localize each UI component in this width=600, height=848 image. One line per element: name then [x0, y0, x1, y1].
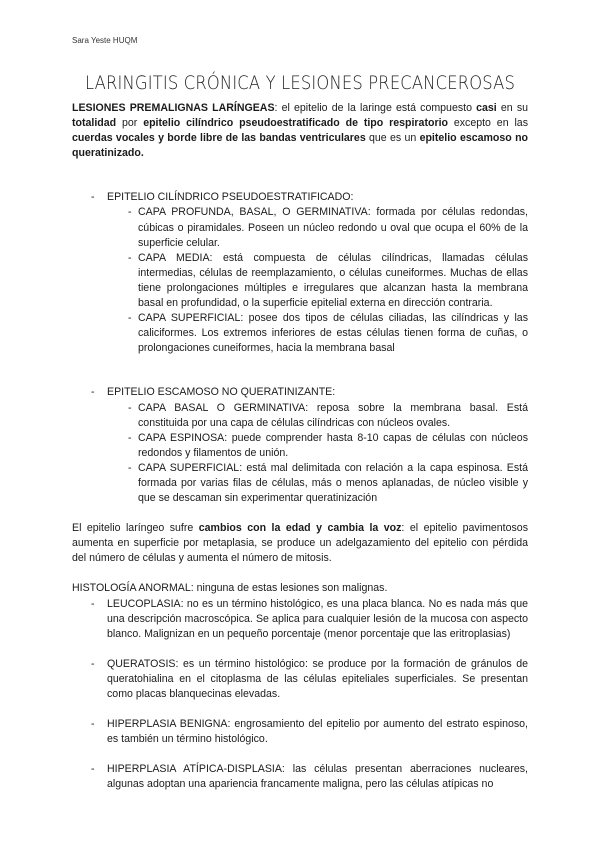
- bullet-dash: -: [91, 657, 95, 670]
- intro-text: que es un: [365, 132, 420, 145]
- list-item-text: LEUCOPLASIA: no es un término histológico, es una placa blanca. No es nada más que una descripción macroscópica. Se aplica para cualquier lesión de la mucosa con aspecto blanco. Malignizan en un pequeño porcentaje (menor porcentaje que las eritroplasias): [107, 597, 528, 640]
- age-text: : el epitelio pavimentosos aumenta en superficie por metaplasia, se produce un adelgazamiento del epitelio con pérdida del número de células y aumenta el número de mitosis.: [72, 522, 528, 565]
- section-heading-text: EPITELIO CILÍNDRICO PSEUDOESTRATIFICADO:: [107, 191, 354, 204]
- list-item: [72, 461, 528, 506]
- list-item-text: HIPERPLASIA ATÍPICA-DISPLASIA: las células presentan aberraciones nucleares, algunas adoptan una apariencia francamente maligna, pero las células atípicas no: [107, 763, 528, 791]
- list-item-queratosis: [72, 657, 528, 702]
- list-item-text: CAPA MEDIA: está compuesta de células cilíndricas, llamadas células intermedias, células de reemplazamiento, o células cuneiformes. Muchas de ellas tiene prolongaciones múltiples e irregulares que alcanzan hasta la membrana basal en profundidad, o la superficie epitelial externa en dirección contraria.: [138, 251, 528, 310]
- bullet-dash: -: [128, 401, 132, 414]
- bullet-dash: -: [91, 763, 95, 776]
- list-item: [72, 205, 528, 250]
- intro-bold-epitelio-cilindrico: epitelio cilíndrico pseudoestratificado de tipo respiratorio: [143, 117, 448, 130]
- age-bold-text: cambios con la edad y cambia la voz: [198, 522, 402, 535]
- document-title: LARINGITIS CRÓNICA Y LESIONES PRECANCEROSAS: [84, 72, 516, 94]
- section-heading-pseudoestratificado: [72, 190, 528, 205]
- list-item-text: HIPERPLASIA BENIGNA: engrosamiento del epitelio por aumento del estrato espinoso, es también un término histológico.: [107, 718, 528, 746]
- age-text: El epitelio laríngeo sufre: [72, 522, 199, 535]
- intro-text: por: [116, 117, 144, 130]
- section-heading-text: EPITELIO ESCAMOSO NO QUERATINIZANTE:: [107, 386, 336, 399]
- author-name: Sara Yeste HUQM: [72, 36, 138, 45]
- list-item-text: CAPA ESPINOSA: puede comprender hasta 8-10 capas de células con núcleos redondos y filamentos de unión.: [138, 431, 528, 459]
- bullet-dash: -: [91, 386, 95, 399]
- intro-text: en su: [496, 102, 529, 114]
- bullet-dash: -: [128, 206, 132, 219]
- intro-text: excepto en las: [447, 117, 529, 130]
- bullet-dash: -: [128, 312, 132, 325]
- list-item-hiperplasia-atipica: [72, 762, 528, 792]
- list-item-hiperplasia-benigna: [72, 717, 528, 747]
- intro-bold-cuerdas-vocales: cuerdas vocales y borde libre de las bandas ventriculares: [72, 132, 366, 145]
- section-heading-escamoso: [72, 385, 528, 400]
- list-item: [72, 311, 528, 356]
- list-item-leucoplasia: [72, 597, 528, 642]
- list-item-text: CAPA SUPERFICIAL: está mal delimitada con relación a la capa espinosa. Está formada por varias filas de células, más o menos aplanadas, de núcleo visible y que se descaman sin experimentar queratinización: [138, 461, 528, 505]
- list-item-text: CAPA BASAL O GERMINATIVA: reposa sobre la membrana basal. Está constituida por una capa de células cilíndricas con núcleos ovales.: [138, 401, 528, 429]
- list-item-text: CAPA PROFUNDA, BASAL, O GERMINATIVA: formada por células redondas, cúbicas o piramidales. Poseen un núcleo redondo u oval que ocupa el 60% de la superficie celular.: [138, 206, 528, 249]
- bullet-dash: -: [128, 431, 132, 444]
- intro-text: : el epitelio de la laringe está compuesto: [274, 102, 477, 114]
- intro-bold-epitelio-escamoso: epitelio escamoso no queratinizado.: [72, 132, 529, 160]
- list-item: [72, 251, 528, 311]
- bullet-dash: -: [91, 718, 95, 731]
- list-item: [72, 431, 528, 461]
- list-item-text: CAPA SUPERFICIAL: posee dos tipos de células ciliadas, las cilíndricas y las caliciformes. Los extremos inferiores de estas células tienen forma de cuñas, o prolongaciones cuneiformes, hacia la membrana basal: [138, 312, 528, 355]
- intro-bold-term: LESIONES PREMALIGNAS LARÍNGEAS: [72, 102, 275, 114]
- age-paragraph: [72, 521, 528, 566]
- intro-bold-casi: casi: [476, 102, 497, 114]
- bullet-dash: -: [91, 597, 95, 610]
- histology-heading: HISTOLOGÍA ANORMAL: ninguna de estas lesiones son malignas.: [72, 582, 388, 595]
- bullet-dash: -: [128, 461, 132, 474]
- intro-bold-totalidad: totalidad: [72, 117, 117, 130]
- list-item: [72, 401, 528, 431]
- bullet-dash: -: [128, 251, 132, 264]
- intro-paragraph: [72, 101, 528, 161]
- list-item-text: QUERATOSIS: es un término histológico: se produce por la formación de gránulos de queratohialina en el citoplasma de las células epiteliales superficiales. Se presentan como placas blanquecinas elevadas.: [107, 657, 528, 700]
- document-body: [72, 101, 528, 792]
- bullet-dash: -: [91, 191, 95, 204]
